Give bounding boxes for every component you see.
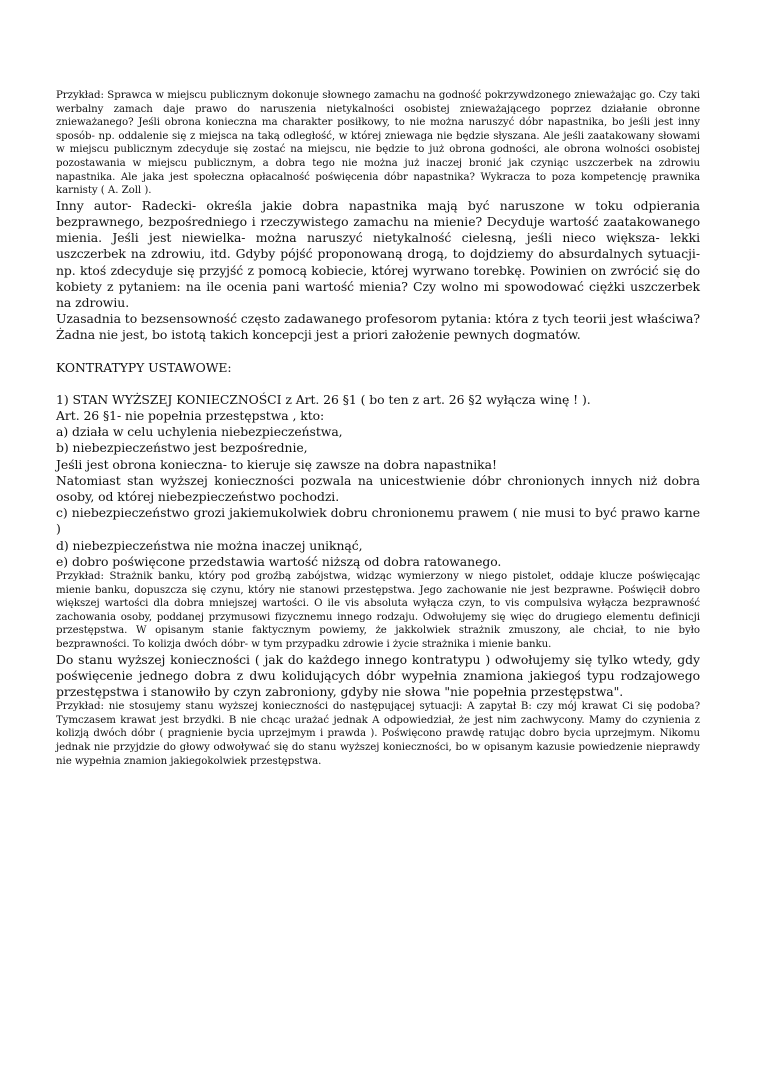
list-item-e: e) dobro poświęcone przedstawia wartość niższą od dobra ratowanego. — [56, 553, 502, 569]
subheading-state-of-necessity: 1) STAN WYŻSZEJ KONIECZNOŚCI z Art. 26 §1 ( bo ten z art. 26 §2 wyłącza winę ! ). — [56, 391, 591, 407]
paragraph-justification-rule: Do stanu wyższej konieczności ( jak do każdego innego kontratypu ) odwołujemy się tylko wtedy, gdy poświęcenie jednego dobra z dwu kolidujących dóbr wypełnia znamiona jakiegoś typu rodzajowego przestępstwa i stanowiło by czyn zabroniony, gdyby nie słowa "nie popełnia przestępstwa". — [56, 651, 700, 699]
section-heading-statutory-justifications: KONTRATYPY USTAWOWE: — [56, 359, 232, 375]
document-page — [56, 89, 700, 768]
paragraph-theory-conclusion: Uzasadnia to bezsensowność często zadawanego profesorom pytania: która z tych teorii jest właściwa? Żadna nie jest, bo istotą takich koncepcji jest a priori założenie pewnych dogmatów. — [56, 311, 700, 343]
example-paragraph-tie: Przykład: nie stosujemy stanu wyższej konieczności do następującej sytuacji: A zapytał B: czy mój krawat Ci się podoba? Tymczasem krawat jest brzydki. B nie chcąc urażać jednak A odpowiedział, że jest nim zachwycony. Mamy do czynienia z kolizją dwóch dóbr ( pragnienie bycia uprzejmym i prawda ). Poświęcono prawdę ratując dobro bycia uprzejmym. Nikomu jednak nie przyjdzie do głowy odwoływać się do stanu wyższej konieczności, bo w opisanym kazusie powiedzenie nieprawdy nie wypełnia znamion jakiegokolwiek przestępstwa. — [56, 701, 700, 767]
list-item-d: d) niebezpieczeństwa nie można inaczej uniknąć, — [56, 537, 363, 553]
list-item-c: c) niebezpieczeństwo grozi jakiemukolwiek dobru chronionemu prawem ( nie musi to być prawo karne ) — [56, 505, 700, 537]
paragraph-state-of-necessity-scope: Natomiast stan wyższej konieczności pozwala na unicestwienie dóbr chronionych innych niż dobra osoby, od której niebezpieczeństwo pochodzi. — [56, 472, 700, 504]
example-paragraph-bank-guard: Przykład: Strażnik banku, który pod groźbą zabójstwa, widząc wymierzony w niego pistolet, oddaje klucze poświęcając mienie banku, dopuszcza się czynu, który nie stanowi przestępstwa. Jego zachowanie nie jest bezprawne. Poświęcił dobro większej wartości dla dobra mniejszej wartości. O ile vis absoluta wyłącza czyn, to vis compulsiva wyłącza bezprawność zachowania osoby, poddanej przymusowi fizycznemu innego rodzaju. Odwołujemy się więc do drugiego elementu definicji przestępstwa. W opisanym stanie faktycznym powiemy, że jakkolwiek strażnik zmuszony, ale chciał, to nie było bezprawności. To kolizja dwóch dóbr- w tym przypadku zdrowie i życie strażnika i mienie banku. — [56, 571, 700, 650]
list-item-a: a) działa w celu uchylenia niebezpieczeństwa, — [56, 424, 343, 440]
note-necessary-defence: Jeśli jest obrona konieczna- to kieruje się zawsze na dobra napastnika! — [56, 456, 497, 472]
list-item-b: b) niebezpieczeństwo jest bezpośrednie, — [56, 440, 308, 456]
paragraph-radecki-theory: Inny autor- Radecki- określa jakie dobra napastnika mają być naruszone w toku odpierania bezprawnego, bezpośredniego i rzeczywistego zamachu na mienie? Decyduje wartość zaatakowanego mienia. Jeśli jest niewielka- można naruszyć nietykalność cielesną, jeśli nieco większa- lekki uszczerbek na zdrowiu, itd. Gdyby pójść proponowaną drogą, to dojdziemy do absurdalnych sytuacji- np. ktoś zdecyduje się przyjść z pomocą kobiecie, której wyrwano torebkę. Powinien on zwrócić się do kobiety z pytaniem: na ile ocenia pani wartość mienia? Czy wolno mi spowodować ciężki uszczerbek na zdrowiu. — [56, 197, 700, 310]
example-paragraph-verbal-attack: Przykład: Sprawca w miejscu publicznym dokonuje słownego zamachu na godność pokrzywdzonego znieważając go. Czy taki werbalny zamach daje prawo do naruszenia nietykalności osobistej znieważającego poprzez działanie obronne znieważanego? Jeśli obrona konieczna ma charakter posiłkowy, to nie można naruszyć dóbr napastnika, bo jeśli jest inny sposób- np. oddalenie się z miejsca na taką odległość, w której zniewaga nie będzie słyszana. Ale jeśli zaatakowany słowami w miejscu publicznym zdecyduje się zostać na miejscu, nie będzie to już obrona godności, ale obrona wolności osobistej pozostawania w miejscu publicznym, a dobra tego nie można już inaczej bronić jak czyniąc uszczerbek na zdrowiu napastnika. Ale jaka jest społeczna opłacalność poświęcenia dóbr napastnika? Wykracza to poza kompetencję prawnika karnisty ( A. Zoll ). — [56, 90, 700, 197]
article-26-intro: Art. 26 §1- nie popełnia przestępstwa , kto: — [56, 407, 325, 423]
